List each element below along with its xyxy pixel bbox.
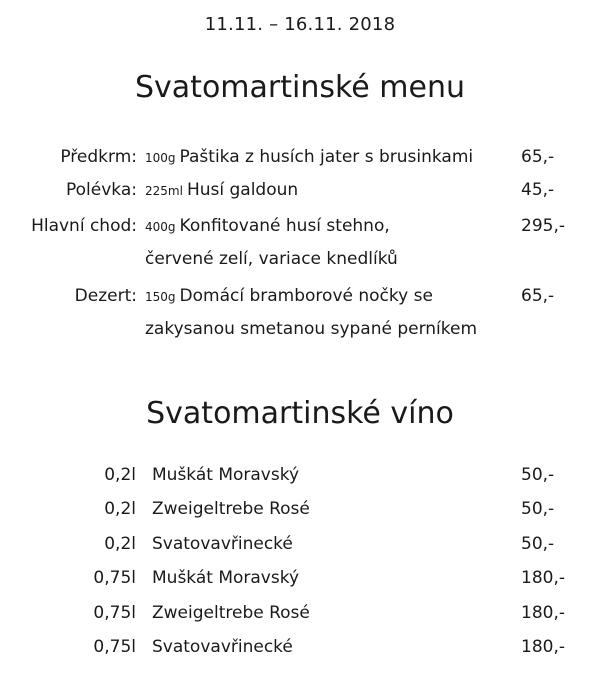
- date-range: 11.11. – 16.11. 2018: [204, 14, 396, 35]
- price: 65,-: [521, 147, 555, 167]
- dish-description: [145, 141, 515, 174]
- dish-line: Husí galdoun: [186, 180, 299, 200]
- course-label: Dezert:: [74, 286, 137, 306]
- wine-name: Zweigeltrebe Rosé: [152, 603, 310, 623]
- price: 50,-: [521, 465, 555, 485]
- wine-volume: 0,2l: [104, 499, 136, 519]
- price: 50,-: [521, 499, 555, 519]
- wine-volume: 0,2l: [104, 465, 136, 485]
- dish-description: [145, 280, 515, 345]
- price: 50,-: [521, 534, 555, 554]
- portion-size: 150g: [145, 290, 176, 304]
- price: 180,-: [521, 568, 565, 588]
- dish-line: zakysanou smetanou sypané perníkem: [145, 319, 478, 339]
- dish-line: červené zelí, variace knedlíků: [145, 249, 398, 269]
- price: 65,-: [521, 286, 555, 306]
- dish-description: [145, 174, 515, 207]
- price: 295,-: [521, 216, 565, 236]
- dish-line: Domácí bramborové nočky se: [179, 286, 433, 306]
- menu-title: Svatomartinské menu: [135, 70, 465, 105]
- wine-volume: 0,2l: [104, 534, 136, 554]
- wine-volume: 0,75l: [93, 637, 136, 657]
- wine-volume: 0,75l: [93, 568, 136, 588]
- wine-name: Muškát Moravský: [152, 465, 300, 485]
- dish-line: Paštika z husích jater s brusinkami: [179, 147, 474, 167]
- dish-line: Konfitované husí stehno,: [179, 216, 390, 236]
- portion-size: 100g: [145, 151, 176, 165]
- wine-volume: 0,75l: [93, 603, 136, 623]
- portion-size: 225ml: [145, 184, 183, 198]
- portion-size: 400g: [145, 220, 176, 234]
- course-label: Hlavní chod:: [31, 216, 137, 236]
- course-label: Polévka:: [66, 180, 137, 200]
- price: 180,-: [521, 637, 565, 657]
- wine-title: Svatomartinské víno: [146, 396, 454, 431]
- wine-name: Svatovavřinecké: [152, 637, 293, 657]
- wine-name: Svatovavřinecké: [152, 534, 293, 554]
- price: 180,-: [521, 603, 565, 623]
- course-label: Předkrm:: [60, 147, 137, 167]
- price: 45,-: [521, 180, 555, 200]
- wine-name: Muškát Moravský: [152, 568, 300, 588]
- wine-name: Zweigeltrebe Rosé: [152, 499, 310, 519]
- dish-description: [145, 210, 515, 275]
